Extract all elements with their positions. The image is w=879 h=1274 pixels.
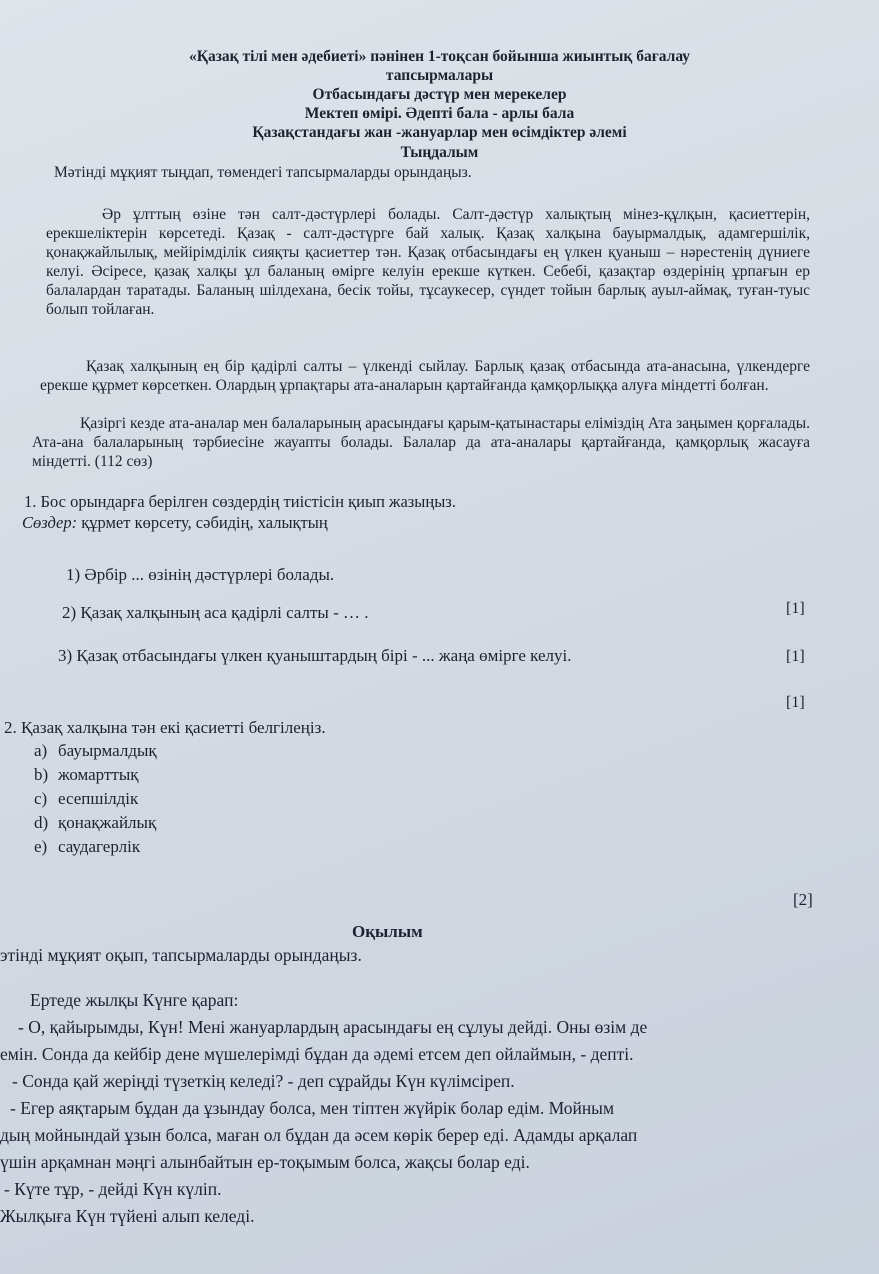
reading-line-2: - О, қайырымды, Күн! Мені жануарлардың арасындағы ең сұлуы дейді. Оны өзім де xyxy=(18,1017,648,1037)
header-line-3: Отбасындағы дәстүр мен мерекелер xyxy=(312,86,567,103)
listening-paragraph-3: Қазіргі кезде ата-аналар мен балаларының арасындағы қарым-қатынастары еліміздің Ата заңымен қорғалады. Ата-ана балаларының тәрбиесіне жауапты болады. Балалар да ата-аналары қартайғанда, қамқорлық жасауға міндетті. (112 сөз) xyxy=(32,415,810,470)
task-1-item-2: 2) Қазақ халқының аса қадірлі салты - … . xyxy=(62,603,369,622)
listening-paragraph-1: Әр ұлттың өзіне тән салт-дәстүрлері болады. Салт-дәстүр халықтың мінез-құлқын, қасиеттерін, ерекшеліктерін көрсетеді. Қазақ - салт-дәстүрге бай халық. Қазақ халқына бауырмалдық, адамгершілік, қонақжайлылық, мейірімділік сияқты қасиеттер тән. Қазақ отбасындағы ең үлкен қуаныш – нәрестенің дүниеге келуі. Әсіресе, қазақ халқы ұл баланың өмірге келуін ерекше күткен. Себебі, қазақтар өздерінің ұрпағын ер балалардан таратады. Баланың шілдехана, бесік тойы, тұсаукесер, сүндет тойын барлық ауыл-аймақ, туған-туыс болып тойлаған. xyxy=(46,206,810,318)
task-1-mark-3: [1] xyxy=(786,694,805,711)
task-1-mark-1: [1] xyxy=(786,600,805,617)
task-1-words-label: Сөздер: xyxy=(22,513,78,532)
task-1-title: 1. Бос орындарға берілген сөздердің тиістісін қиып жазыңыз. xyxy=(24,492,456,511)
header-line-2: тапсырмалары xyxy=(385,67,494,84)
reading-line-8: - Күте тұр, - дейді Күн күліп. xyxy=(4,1179,222,1199)
reading-line-5: - Егер аяқтарым бұдан да ұзындау болса, мен тіптен жүйрік болар едім. Мойным xyxy=(10,1098,615,1118)
task-2-option-d: d) қонақжайлық xyxy=(34,813,157,832)
reading-line-9: Жылқыға Күн түйені алып келеді. xyxy=(0,1206,255,1226)
task-1-item-3: 3) Қазақ отбасындағы үлкен қуаныштардың бірі - ... жаңа өмірге келуі. xyxy=(58,646,572,665)
task-2-title: 2. Қазақ халқына тән екі қасиетті белгілеңіз. xyxy=(4,718,326,737)
reading-section-title: Оқылым xyxy=(352,922,423,941)
header-line-5: Қазақстандағы жан -жануарлар мен өсімдіктер әлемі xyxy=(252,124,627,141)
task-1-words-list: құрмет көрсету, сәбидің, халықтың xyxy=(77,513,328,532)
reading-line-3: емін. Сонда да кейбір дене мүшелерімді бұдан да әдемі етсем деп ойлаймын, - депті. xyxy=(0,1044,634,1064)
task-2-option-e: e) саудагерлік xyxy=(34,837,141,856)
header-line-1: «Қазақ тілі мен әдебиеті» пәнінен 1-тоқсан бойынша жиынтық бағалау xyxy=(188,48,691,65)
reading-instruction: этінді мұқият оқып, тапсырмаларды орындаңыз. xyxy=(0,945,362,965)
reading-line-6: дың мойнындай ұзын болса, маған ол бұдан да әсем көрік берер еді. Адамды арқалап xyxy=(0,1125,638,1145)
task-2-mark: [2] xyxy=(793,890,813,909)
listening-paragraph-2: Қазақ халқының ең бір қадірлі салты – үлкенді сыйлау. Барлық қазақ отбасында ата-анасына, үлкендерге ерекше құрмет көрсеткен. Олардың ұрпақтары ата-аналарын қартайғанда қамқорлыққа алуға міндетті болған. xyxy=(40,358,810,394)
listening-instruction: Мәтінді мұқият тыңдап, төмендегі тапсырмаларды орындаңыз. xyxy=(54,164,472,181)
header-line-4: Мектеп өмірі. Әдепті бала - арлы бала xyxy=(304,105,575,122)
task-1-mark-2: [1] xyxy=(786,648,805,665)
listening-section-title: Тыңдалым xyxy=(400,144,479,161)
task-1-item-1: 1) Әрбір ... өзінің дәстүрлері болады. xyxy=(66,565,335,584)
reading-line-7: үшін арқамнан мәңгі алынбайтын ер-тоқымым болса, жақсы болар еді. xyxy=(0,1152,530,1172)
task-1-words xyxy=(22,513,328,533)
task-2-option-a: a) бауырмалдық xyxy=(34,741,157,760)
task-2-option-b: b) жомарттық xyxy=(34,765,139,784)
reading-line-1: Ертеде жылқы Күнге қарап: xyxy=(30,990,239,1010)
reading-line-4: - Сонда қай жеріңді түзеткің келеді? - деп сұрайды Күн күлімсіреп. xyxy=(12,1071,515,1091)
task-2-option-c: c) есепшілдік xyxy=(34,789,139,808)
